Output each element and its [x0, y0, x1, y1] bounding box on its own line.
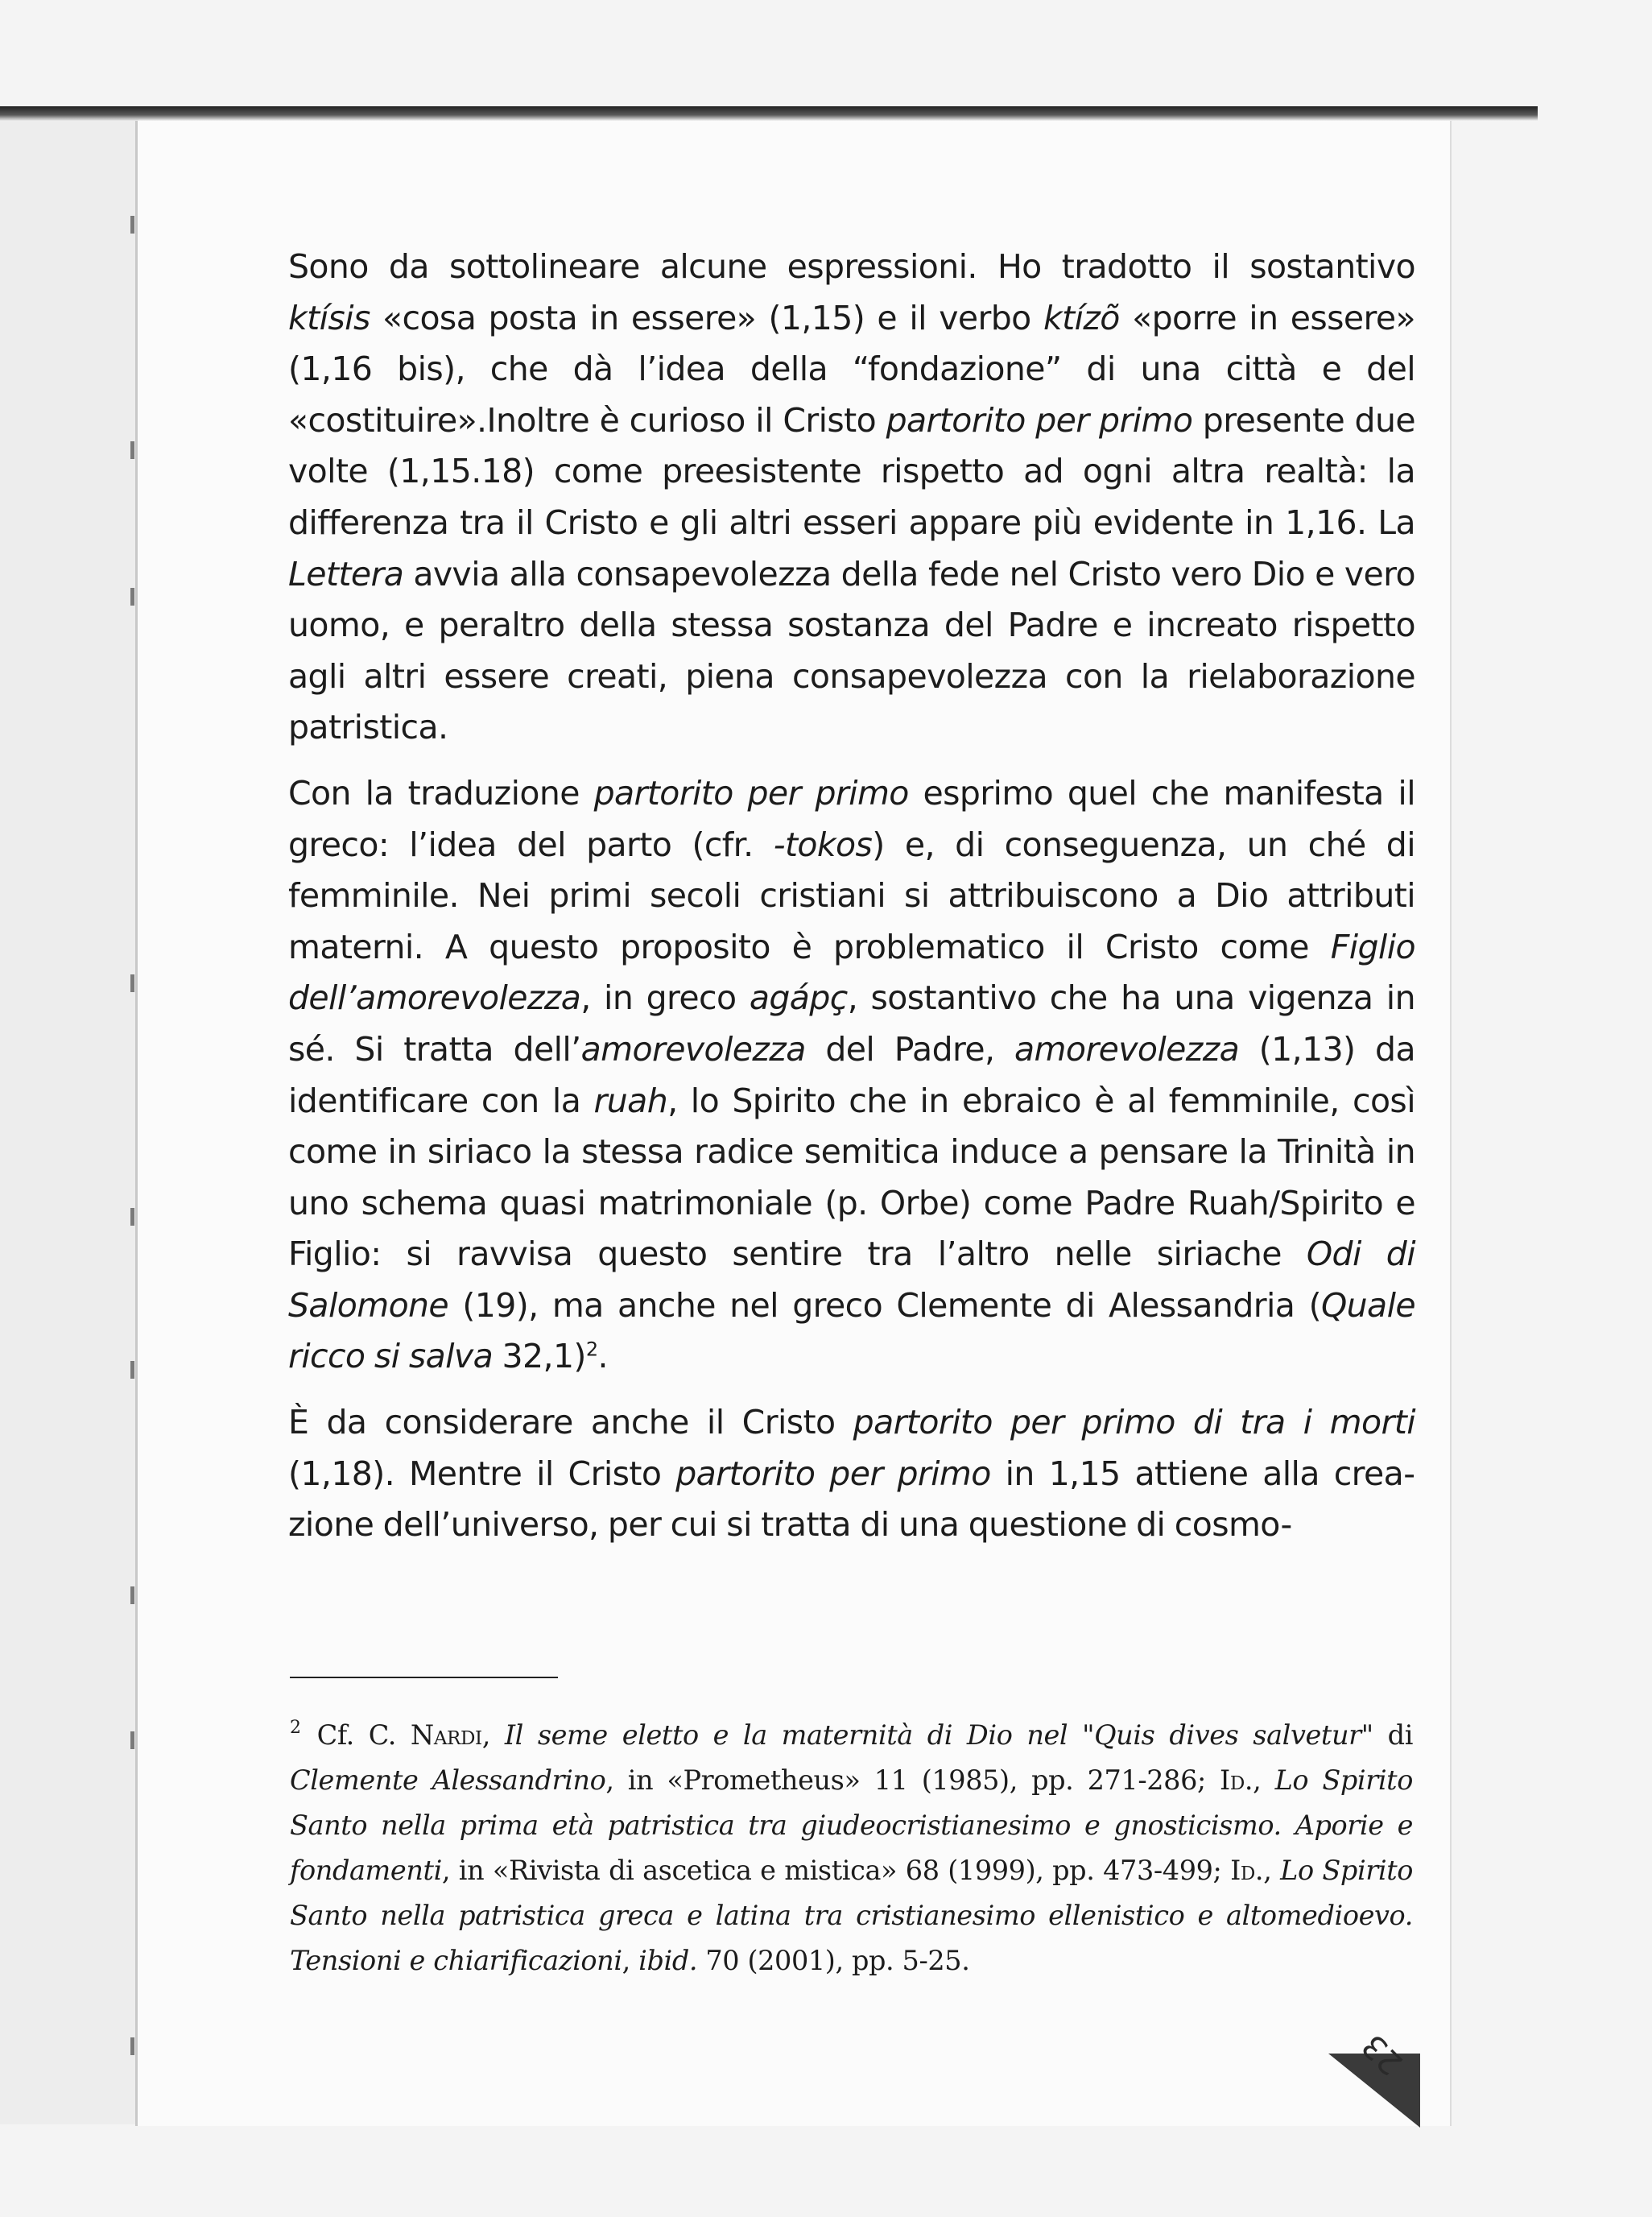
binding-shadow: [0, 106, 1538, 121]
italic-span: ktísis: [288, 298, 370, 337]
italic-span: Clemente Alessandrino: [290, 1764, 606, 1796]
italic-span: agápç: [749, 978, 848, 1018]
stitch-mark: [130, 588, 134, 606]
stitch-mark: [130, 2037, 134, 2055]
stitch-mark: [130, 1208, 134, 1226]
footnote-text: Cf. C. Nardi, Il seme eletto e la maternità di Dio nel "Quis dives salvetur" di Clemente Alessandrino, in «Prometheus» 11 (1985), pp. 271-286; Id., Lo Spirito Santo nella prima età patristica tra giudeocristianesimo e gnosticismo. Aporie e fondamenti, in «Rivista di ascetica e mistica» 68 (1999), pp. 473-499; Id., Lo Spirito Santo nella patristica greca e latina tra cristianesimo ellenistico e altomedioevo. Tensioni e chiarificazioni, ibid. 70 (2001), pp. 5-25.: [290, 1719, 1414, 1976]
stitch-mark: [130, 216, 134, 234]
italic-span: Quale ricco si salva: [288, 1285, 1415, 1376]
paragraph: Sono da sottolineare alcune espressioni. Ho tradotto il sostantivo ktísis «cosa posta in essere» (1,15) e il verbo ktízõ «porre in essere» (1,16 bis), che dà l’idea della “fondazione” di una città e del «costituire».Inoltre è curioso il Cristo partorito per primo presente due volte (1,15.18) come preesistente rispetto ad ogni altra realtà: la differenza tra il Cristo e gli altri esseri appare più evidente in 1,16. La Lettera avvia alla consapevolezza della fede nel Cristo vero Dio e vero uomo, e peraltro della stessa sostanza del Padre e increato rispetto agli altri essere creati, piena consapevolezza con la rielaborazione patristica.: [288, 247, 1415, 747]
italic-span: Odi di Salomone: [288, 1235, 1415, 1325]
stitch-mark: [130, 1361, 134, 1379]
paragraph: Con la traduzione partorito per primo esprimo quel che manifesta il greco: l’idea del parto (cfr. -tokos) e, di conseguenza, un ché di femminile. Nei primi secoli cristiani si attribuiscono a Dio attributi materni. A questo proposito è problematico il Cristo come Figlio dell’amorevolezza, in greco agápç, sostantivo che ha una vigenza in sé. Si tratta dell’amorevolezza del Padre, amorevolezza (1,13) da identificare con la ruah, lo Spirito che in ebraico è al femminile, così come in siriaco la stessa radice semitica induce a pensare la Trinità in uno schema quasi matrimoniale (p. Orbe) come Padre Ruah/Spirito e Figlio: si ravvisa questo sentire tra l’altro nelle siriache Odi di Salomone (19), ma anche nel greco Clemente di Alessandria (Quale ricco si salva 32,1)$^2$.: [288, 773, 1416, 1376]
italic-span: Lo Spirito Santo nella prima età patristica tra giudeocristianesimo e gnosticismo. Aporie e fondamenti: [290, 1764, 1413, 1886]
italic-span: Il seme eletto e la maternità di Dio nel "Quis dives salvetur": [504, 1719, 1373, 1751]
italic-span: ruah: [593, 1081, 668, 1120]
stitch-mark: [130, 441, 134, 459]
italic-span: partorito per primo: [675, 1454, 991, 1493]
italic-span: ktízõ: [1043, 298, 1120, 337]
italic-span: partorito per primo di tra i morti: [853, 1403, 1415, 1442]
italic-span: Lo Spirito Santo nella patristica greca e latina tra cristianesimo ellenistico e altomedioevo. Tensioni e chiarificazioni: [290, 1855, 1414, 1976]
stitch-mark: [130, 974, 134, 992]
footnote-rule: [290, 1677, 558, 1678]
stitch-mark: [130, 1731, 134, 1749]
stitch-mark: [130, 1586, 134, 1604]
italic-span: ibid.: [638, 1945, 698, 1976]
italic-span: amorevolezza: [1014, 1029, 1240, 1069]
paragraph: È da considerare anche il Cristo partorito per primo di tra i morti (1,18). Mentre il Cristo partorito per primo in 1,15 attiene alla creazione dell’universo, per cui si tratta di una questione di cosmo-: [288, 1403, 1415, 1545]
italic-span: amorevolezza: [580, 1029, 806, 1069]
small-caps-span: Id.: [1220, 1764, 1253, 1796]
left-page-edge: [0, 119, 138, 2124]
small-caps-span: Id.: [1230, 1855, 1264, 1886]
footnote: [290, 1706, 1413, 1983]
small-caps-span: Nardi: [410, 1719, 482, 1751]
body-text: [288, 242, 1415, 1551]
italic-span: Figlio dell’amorevolezza: [288, 927, 1415, 1018]
italic-span: -tokos: [773, 825, 873, 864]
page-number: 23: [1355, 2026, 1410, 2083]
italic-span: Lettera: [288, 554, 404, 594]
italic-span: partorito per primo: [886, 400, 1193, 440]
footnote-reference: 2: [585, 1338, 598, 1361]
footnote-number: 2: [290, 1718, 301, 1738]
italic-span: partorito per primo: [593, 773, 909, 813]
